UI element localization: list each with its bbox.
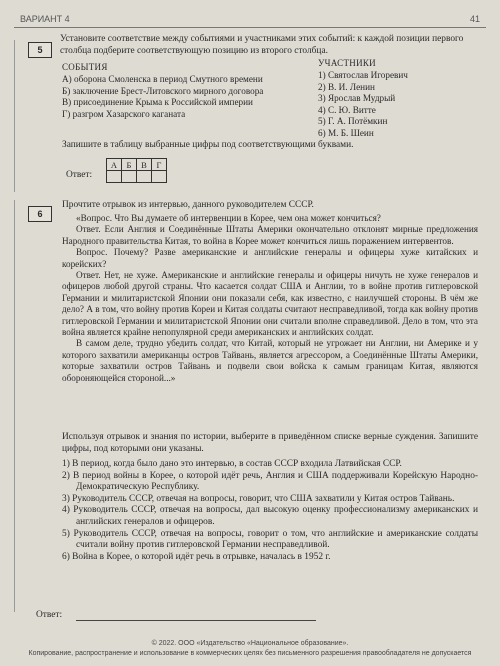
option-item: 1) В период, когда было дано это интервью, в состав СССР входила Латвийская ССР.	[62, 459, 402, 469]
participant-item: 5) Г. А. Потёмкин	[318, 116, 388, 127]
excerpt-paragraph: В самом деле, трудно убедить солдат, что Китай, который не угрожает ни Англии, ни Америке и у которого захватили американцы остров Тайвань, является агрессором, а Соединённые Штаты Америки, которые захватили остров Тайвань и подвели свои войска к самым границам Китая, являются обороняющейся стороной...»	[62, 338, 478, 383]
excerpt-paragraph: Ответ. Нет, не хуже. Американские и английские генералы и офицеры ничуть не хуже генералов и офицеров любой другой страны. Что касается солдат США и Англии, то в войне против гитлеровской Германии и милитаристской Японии они показали себя, как известно, с наилучшей стороны. В чём же дело? А в том, что войну против Кореи и Китая солдаты считают несправедливой, тогда как войну против гитлеровской Германии и милитаристской Японии они считали вполне справедливой. Дело в том, что эта война является крайне непопулярной среди американских и английских солдат.	[62, 270, 478, 338]
header-rule	[14, 27, 486, 28]
participant-item: 4) С. Ю. Витте	[318, 104, 376, 115]
task5-answer-label: Ответ:	[66, 170, 93, 180]
events-list	[62, 74, 263, 120]
answer-cell[interactable]	[107, 171, 122, 183]
participant-item: 6) М. Б. Шеин	[318, 127, 374, 138]
options-list	[62, 459, 478, 563]
answer-col-a: А	[107, 159, 122, 171]
answer-cell[interactable]	[137, 171, 152, 183]
participant-item: 2) В. И. Ленин	[318, 81, 375, 92]
task5-number: 5	[28, 42, 52, 58]
interview-excerpt	[62, 213, 478, 384]
task6-answer-label: Ответ:	[36, 610, 63, 620]
excerpt-paragraph: Ответ. Если Англия и Соединённые Штаты Америки окончательно отклонят мирные предложения Народного правительства Китая, то война в Корее может кончиться лишь поражением интервентов.	[62, 224, 478, 246]
event-item: Г) разгром Хазарского каганата	[62, 108, 186, 119]
option-item: 2) В период войны в Корее, о которой идёт речь, Англия и США поддерживали Корейскую Народно-Демократическую Республику.	[62, 470, 478, 493]
task5-intro: Установите соответствие между событиями и участниками этих событий: к каждой позиции первого столбца подберите соответствующую позицию из второго столбца.	[60, 34, 464, 56]
option-item: 5) Руководитель СССР, отвечая на вопросы, говорит о том, что английские и американские солдаты считали войну против гитлеровской Германии несправедливой.	[62, 528, 478, 551]
footer-copyright: © 2022. ООО «Издательство «Национальное образование».	[151, 640, 349, 647]
events-header: СОБЫТИЯ	[62, 62, 108, 72]
event-item: А) оборона Смоленска в период Смутного времени	[62, 74, 263, 84]
answer-col-v: В	[137, 159, 152, 171]
task6-intro: Прочтите отрывок из интервью, данного руководителем СССР.	[62, 200, 314, 210]
event-item: Б) заключение Брест-Литовского мирного договора	[62, 85, 264, 96]
task6-answer-line[interactable]	[76, 620, 316, 621]
task6-number: 6	[28, 206, 52, 222]
excerpt-paragraph: «Вопрос. Что Вы думаете об интервенции в Корее, чем она может кончиться?	[76, 213, 381, 223]
participants-header: УЧАСТНИКИ	[318, 58, 376, 68]
task6-margin-bar	[14, 200, 15, 612]
answer-col-g: Г	[152, 159, 167, 171]
answer-cell[interactable]	[152, 171, 167, 183]
task6-instruction: Используя отрывок и знания по истории, выберите в приведённом списке верные суждения. Запишите цифры, под которыми они указаны.	[62, 432, 478, 454]
participant-item: 1) Святослав Игоревич	[318, 70, 408, 80]
option-item: 4) Руководитель СССР, отвечая на вопросы, дал высокую оценку профессионализму американских и английских генералов и офицеров.	[62, 505, 478, 527]
participants-list	[318, 70, 408, 140]
answer-cell[interactable]	[122, 171, 137, 183]
task5-instruction: Запишите в таблицу выбранные цифры под соответствующими буквами.	[62, 140, 354, 150]
footer-notice: Копирование, распространение и использование в коммерческих целях без письменного разрешения правообладателя не допускается	[28, 650, 472, 657]
answer-col-b: Б	[122, 159, 137, 171]
participant-item: 3) Ярослав Мудрый	[318, 93, 396, 104]
option-item: 3) Руководитель СССР, отвечая на вопросы, говорит, что США захватили у Китая остров Тайвань.	[62, 493, 455, 504]
task5-answer-table[interactable]	[106, 158, 167, 183]
task5-margin-bar	[14, 40, 15, 192]
excerpt-paragraph: Вопрос. Почему? Разве американские и английские генералы и офицеры хуже китайских и корейских?	[62, 247, 478, 269]
page-number: 41	[469, 14, 480, 24]
page-header	[20, 14, 480, 24]
option-item: 6) Война в Корее, о которой идёт речь в отрывке, началась в 1952 г.	[62, 551, 331, 562]
event-item: В) присоединение Крыма к Российской империи	[62, 97, 253, 108]
variant-label: ВАРИАНТ 4	[20, 14, 70, 24]
